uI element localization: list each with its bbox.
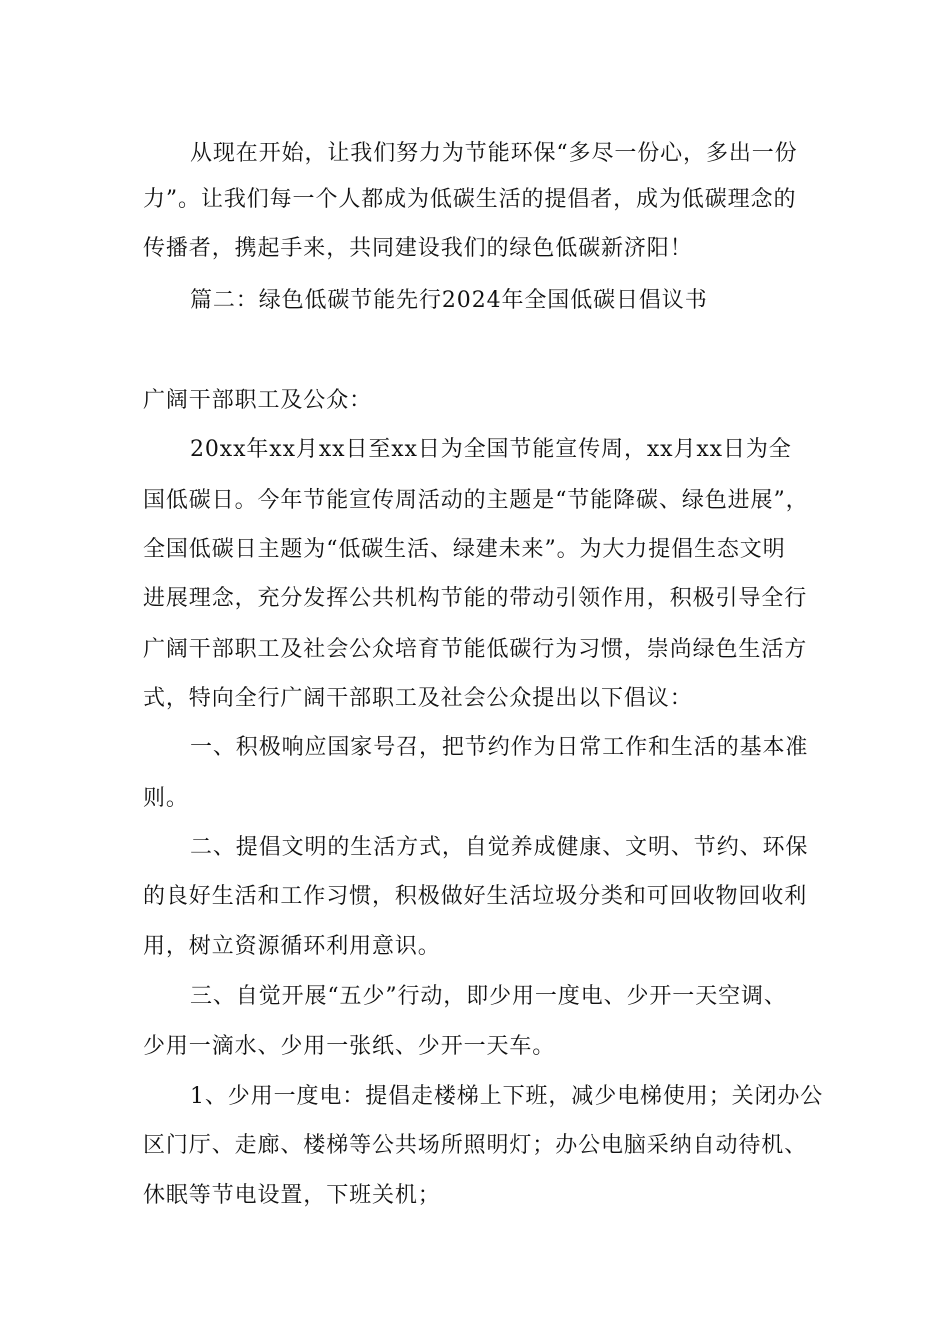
- text-line: 传播者，携起手来，共同建设我们的绿色低碳新济阳！: [143, 236, 693, 261]
- text-line: 用，树立资源循环利用意识。: [143, 934, 441, 959]
- section-title: 篇二：绿色低碳节能先行2024年全国低碳日倡议书: [190, 288, 708, 313]
- text-line: 二、提倡文明的生活方式，自觉养成健康、文明、节约、环保: [190, 835, 809, 860]
- text-line: 区门厅、走廊、楼梯等公共场所照明灯；办公电脑采纳自动待机、: [143, 1133, 808, 1158]
- text-line: 三、自觉开展“五少”行动，即少用一度电、少开一天空调、: [190, 984, 787, 1009]
- text-line: 从现在开始，让我们努力为节能环保“多尽一份心，多出一份: [190, 141, 798, 166]
- text-line: 的良好生活和工作习惯，积极做好生活垃圾分类和可回收物回收利: [143, 884, 808, 909]
- text-line: 式，特向全行广阔干部职工及社会公众提出以下倡议：: [143, 686, 693, 711]
- text-line: 少用一滴水、少用一张纸、少开一天车。: [143, 1034, 556, 1059]
- text-line: 进展理念，充分发挥公共机构节能的带动引领作用，积极引导全行: [143, 586, 808, 611]
- text-line: 全国低碳日主题为“低碳生活、绿建未来”。为大力提倡生态文明: [143, 537, 786, 562]
- text-line: 则。: [143, 786, 189, 811]
- text-line: 广阔干部职工及社会公众培育节能低碳行为习惯，崇尚绿色生活方: [143, 637, 808, 662]
- text-line: 力”。让我们每一个人都成为低碳生活的提倡者，成为低碳理念的: [143, 187, 797, 212]
- text-line: 一、积极响应国家号召，把节约作为日常工作和生活的基本准: [190, 735, 809, 760]
- salutation-text: 广阔干部职工及公众：: [143, 388, 373, 413]
- text-line: 20xx年xx月xx日至xx日为全国节能宣传周，xx月xx日为全: [190, 437, 792, 462]
- text-line: 休眠等节电设置，下班关机；: [143, 1183, 441, 1208]
- text-line: 1、少用一度电：提倡走楼梯上下班，减少电梯使用；关闭办公: [190, 1084, 824, 1109]
- text-line: 国低碳日。今年节能宣传周活动的主题是“节能降碳、绿色进展”，: [143, 488, 809, 513]
